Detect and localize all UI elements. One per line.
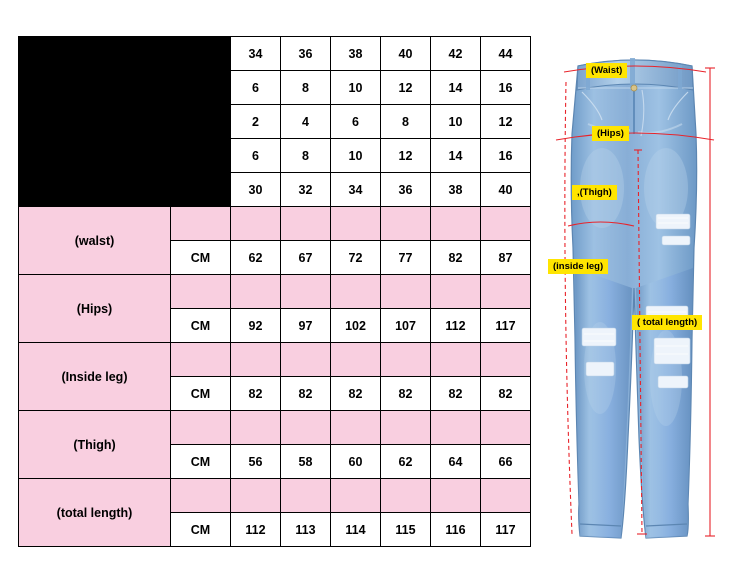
cell-europe-3: 38 (331, 37, 381, 71)
spacer-cell (481, 479, 531, 513)
spacer-cell (171, 207, 231, 241)
cell-scan-2: 32 (281, 173, 331, 207)
spacer-cell (171, 479, 231, 513)
row-label-hips: (Hips) (19, 275, 171, 343)
table-row (19, 275, 531, 309)
spacer-cell (331, 275, 381, 309)
cell-inside-leg-1: 82 (231, 377, 281, 411)
spacer-cell (381, 207, 431, 241)
jeans-illustration (542, 38, 726, 544)
spacer-cell (281, 207, 331, 241)
spacer-cell (481, 343, 531, 377)
unit-thigh: CM (171, 445, 231, 479)
cell-uk-6: 16 (481, 71, 531, 105)
cell-inside-leg-4: 82 (381, 377, 431, 411)
cell-thigh-1: 56 (231, 445, 281, 479)
spacer-cell (231, 275, 281, 309)
spacer-cell (331, 207, 381, 241)
row-label-waist: (walst) (19, 207, 171, 275)
cell-waist-4: 77 (381, 241, 431, 275)
cell-total-length-3: 114 (331, 513, 381, 547)
cell-thigh-2: 58 (281, 445, 331, 479)
unit-waist: CM (171, 241, 231, 275)
cell-aus-1: 6 (231, 139, 281, 173)
row-label-europe: EUROPE (19, 37, 231, 71)
unit-hips: CM (171, 309, 231, 343)
spacer-cell (231, 411, 281, 445)
cell-europe-4: 40 (381, 37, 431, 71)
table-row (19, 105, 531, 139)
cell-thigh-4: 62 (381, 445, 431, 479)
cell-inside-leg-5: 82 (431, 377, 481, 411)
spacer-cell (171, 275, 231, 309)
cell-europe-2: 36 (281, 37, 331, 71)
cell-uk-4: 12 (381, 71, 431, 105)
cell-waist-5: 82 (431, 241, 481, 275)
cell-scan-5: 38 (431, 173, 481, 207)
cell-uk-5: 14 (431, 71, 481, 105)
cell-europe-5: 42 (431, 37, 481, 71)
spacer-cell (281, 275, 331, 309)
callout-inside-leg: (inside leg) (548, 259, 608, 274)
row-label-scandinavian: SCANDINAVIAN (19, 173, 231, 207)
cell-scan-1: 30 (231, 173, 281, 207)
cell-europe-1: 34 (231, 37, 281, 71)
table-row (19, 207, 531, 241)
cell-uk-2: 8 (281, 71, 331, 105)
spacer-cell (331, 343, 381, 377)
spacer-cell (431, 343, 481, 377)
cell-waist-3: 72 (331, 241, 381, 275)
row-label-uk: UK (19, 71, 231, 105)
row-label-thigh: (Thigh) (19, 411, 171, 479)
cell-total-length-2: 113 (281, 513, 331, 547)
cell-total-length-1: 112 (231, 513, 281, 547)
cell-waist-2: 67 (281, 241, 331, 275)
spacer-cell (331, 479, 381, 513)
cell-aus-2: 8 (281, 139, 331, 173)
spacer-cell (381, 479, 431, 513)
cell-inside-leg-3: 82 (331, 377, 381, 411)
spacer-cell (431, 479, 481, 513)
unit-inside-leg: CM (171, 377, 231, 411)
cell-hips-6: 117 (481, 309, 531, 343)
cell-thigh-6: 66 (481, 445, 531, 479)
spacer-cell (281, 411, 331, 445)
product-photo-panel (534, 30, 734, 552)
table-row (19, 411, 531, 445)
cell-scan-4: 36 (381, 173, 431, 207)
cell-waist-6: 87 (481, 241, 531, 275)
spacer-cell (231, 207, 281, 241)
cell-scan-6: 40 (481, 173, 531, 207)
spacer-cell (231, 479, 281, 513)
table-row (19, 139, 531, 173)
callout-waist: (Waist) (586, 63, 627, 78)
cell-usa-4: 8 (381, 105, 431, 139)
table-row (19, 173, 531, 207)
row-label-inside-leg: (Inside leg) (19, 343, 171, 411)
cell-aus-6: 16 (481, 139, 531, 173)
spacer-cell (231, 343, 281, 377)
row-label-australia: AUSTRALIA/NEALANC (19, 139, 231, 173)
callout-total-length: ( total length) (632, 315, 702, 330)
size-chart-table (18, 36, 531, 547)
spacer-cell (431, 207, 481, 241)
cell-hips-1: 92 (231, 309, 281, 343)
cell-total-length-5: 116 (431, 513, 481, 547)
spacer-cell (431, 411, 481, 445)
spacer-cell (481, 207, 531, 241)
cell-aus-5: 14 (431, 139, 481, 173)
cell-uk-1: 6 (231, 71, 281, 105)
cell-total-length-6: 117 (481, 513, 531, 547)
cell-hips-2: 97 (281, 309, 331, 343)
spacer-cell (381, 411, 431, 445)
cell-aus-3: 10 (331, 139, 381, 173)
cell-usa-5: 10 (431, 105, 481, 139)
cell-thigh-5: 64 (431, 445, 481, 479)
cell-hips-3: 102 (331, 309, 381, 343)
spacer-cell (381, 343, 431, 377)
callout-thigh: ,(Thigh) (572, 185, 617, 200)
cell-thigh-3: 60 (331, 445, 381, 479)
spacer-cell (331, 411, 381, 445)
spacer-cell (171, 411, 231, 445)
table-row (19, 343, 531, 377)
spacer-cell (281, 343, 331, 377)
table-row (19, 37, 531, 71)
spacer-cell (281, 479, 331, 513)
cell-usa-6: 12 (481, 105, 531, 139)
cell-uk-3: 10 (331, 71, 381, 105)
row-label-total-length: (total length) (19, 479, 171, 547)
cell-hips-5: 112 (431, 309, 481, 343)
spacer-cell (381, 275, 431, 309)
cell-aus-4: 12 (381, 139, 431, 173)
cell-inside-leg-2: 82 (281, 377, 331, 411)
table-row (19, 71, 531, 105)
cell-inside-leg-6: 82 (481, 377, 531, 411)
row-label-usa-canada: USA/CANADA (19, 105, 231, 139)
cell-hips-4: 107 (381, 309, 431, 343)
cell-europe-6: 44 (481, 37, 531, 71)
cell-waist-1: 62 (231, 241, 281, 275)
spacer-cell (481, 411, 531, 445)
table-row (19, 479, 531, 513)
cell-usa-2: 4 (281, 105, 331, 139)
callout-hips: (Hips) (592, 126, 629, 141)
spacer-cell (171, 343, 231, 377)
cell-usa-1: 2 (231, 105, 281, 139)
cell-usa-3: 6 (331, 105, 381, 139)
cell-scan-3: 34 (331, 173, 381, 207)
spacer-cell (431, 275, 481, 309)
cell-total-length-4: 115 (381, 513, 431, 547)
spacer-cell (481, 275, 531, 309)
unit-total-length: CM (171, 513, 231, 547)
